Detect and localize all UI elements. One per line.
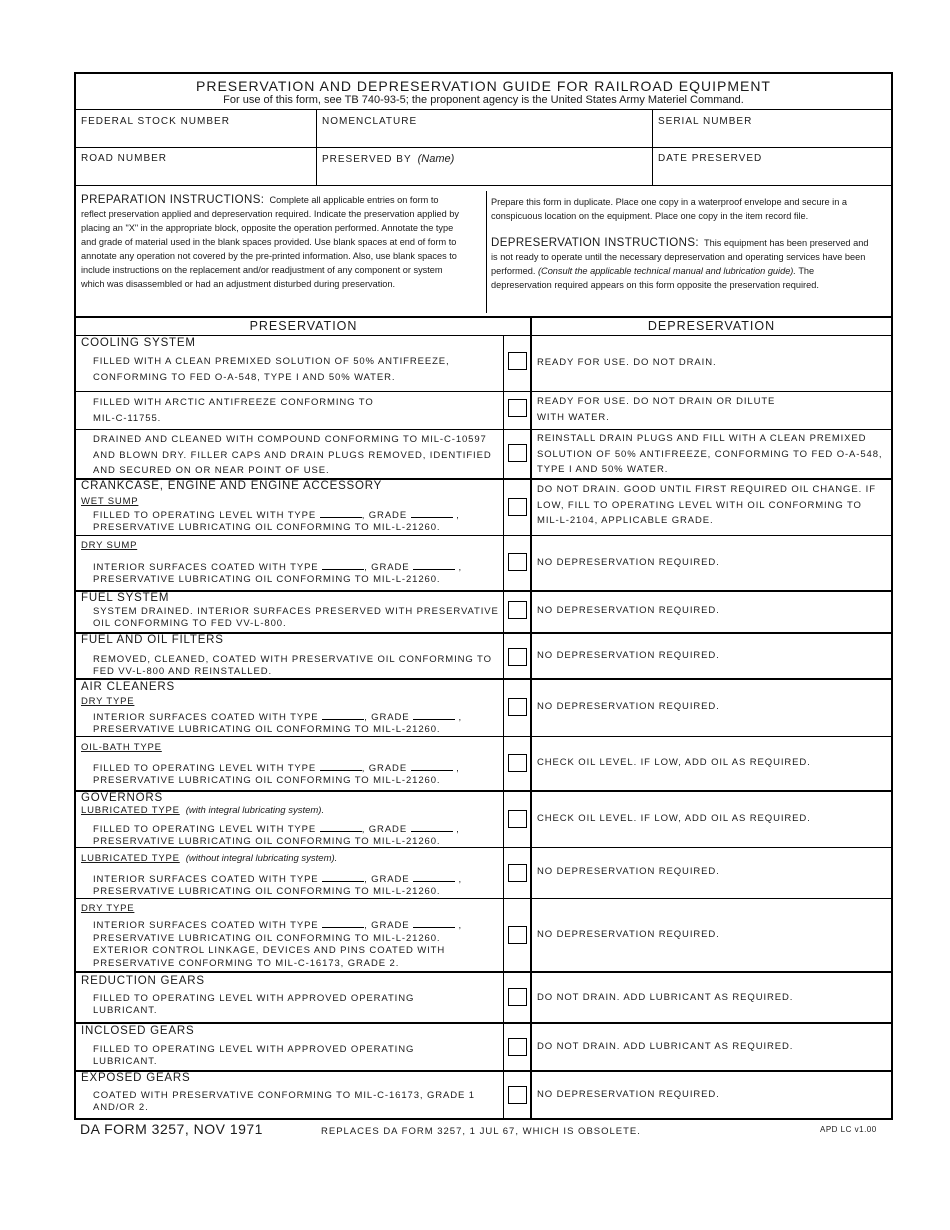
pres-row-12-text-b: , GRADE xyxy=(364,920,410,931)
checkbox-row-6[interactable] xyxy=(508,601,527,619)
duplicate-note: Prepare this form in duplicate. Place one copy in a waterproof envelope and secure in a conspicuous location on the equipment. Place one copy in the item record file. xyxy=(491,197,847,221)
pres-row-3: DRAINED AND CLEANED WITH COMPOUND CONFORMING TO MIL-C-10597 AND BLOWN DRY. FILLER CAPS AND DRAIN PLUGS REMOVED, IDENTIFIED AND SECURED ON OR NEAR POINT OF USE. xyxy=(93,434,492,476)
checkbox-row-3[interactable] xyxy=(508,444,527,462)
section-air-cleaners: AIR CLEANERS xyxy=(81,681,175,693)
pres-row-6-line-1: SYSTEM DRAINED. INTERIOR SURFACES PRESERVED WITH PRESERVATIVE xyxy=(93,606,499,617)
pres-row-14-line-1: FILLED TO OPERATING LEVEL WITH APPROVED OPERATING xyxy=(93,1044,415,1055)
pres-row-15-line-1: COATED WITH PRESERVATIVE CONFORMING TO MIL-C-16173, GRADE 1 xyxy=(93,1090,475,1101)
depres-row-12: NO DEPRESERVATION REQUIRED. xyxy=(537,929,720,940)
pres-row-6 xyxy=(93,606,513,630)
type-blank[interactable] xyxy=(320,508,362,518)
grade-blank[interactable] xyxy=(413,918,455,928)
pres-row-5-line-2: PRESERVATIVE LUBRICATING OIL CONFORMING TO MIL-L-21260. xyxy=(93,574,441,585)
pres-row-8-line-2: PRESERVATIVE LUBRICATING OIL CONFORMING TO MIL-L-21260. xyxy=(93,724,441,735)
checkbox-row-10[interactable] xyxy=(508,810,527,828)
checkbox-row-14[interactable] xyxy=(508,1038,527,1056)
checkbox-row-11[interactable] xyxy=(508,864,527,882)
section-fuel-system: FUEL SYSTEM xyxy=(81,592,170,604)
subsection-lubricated-type-with xyxy=(81,805,324,816)
section-inclosed-gears: INCLOSED GEARS xyxy=(81,1025,195,1037)
preserved-by-hint: (Name) xyxy=(417,153,455,165)
depres-body-b: The depreservation required appears on this form opposite the preservation required. xyxy=(491,266,819,290)
pres-row-11-text-b: , GRADE xyxy=(364,874,410,885)
pres-row-7 xyxy=(93,654,513,678)
pres-row-7-line-2: FED VV-L-800 AND REINSTALLED. xyxy=(93,666,273,677)
pres-row-9-line-2: PRESERVATIVE LUBRICATING OIL CONFORMING TO MIL-L-21260. xyxy=(93,775,441,786)
pres-row-8: INTERIOR SURFACES COATED WITH TYPE , GRADE , PRESERVATIVE LUBRICATING OIL CONFORMING TO MIL-L-21260. xyxy=(93,712,463,735)
subsection-lubricated-type-without xyxy=(81,853,337,864)
lub-type-b-label: LUBRICATED TYPE xyxy=(81,853,180,864)
pres-row-15 xyxy=(93,1090,513,1114)
pres-row-4-text-a: FILLED TO OPERATING LEVEL WITH TYPE xyxy=(93,510,317,521)
checkbox-row-12[interactable] xyxy=(508,926,527,944)
date-preserved-field[interactable]: DATE PRESERVED xyxy=(658,153,763,164)
type-blank[interactable] xyxy=(320,822,362,832)
section-exposed-gears: EXPOSED GEARS xyxy=(81,1072,191,1084)
pres-row-10-line-2: PRESERVATIVE LUBRICATING OIL CONFORMING TO MIL-L-21260. xyxy=(93,836,441,847)
pres-row-4-text-b: , GRADE xyxy=(361,510,408,521)
pres-row-2-line-1: FILLED WITH ARCTIC ANTIFREEZE CONFORMING TO xyxy=(93,397,374,408)
section-cooling-system: COOLING SYSTEM xyxy=(81,337,196,349)
preservation-column-head: PRESERVATION xyxy=(249,319,358,333)
pres-row-1: FILLED WITH A CLEAN PREMIXED SOLUTION OF 50% ANTIFREEZE, CONFORMING TO FED O-A-548, TYPE I AND 50% WATER. xyxy=(93,356,450,383)
grade-blank[interactable] xyxy=(413,710,455,720)
form-title: PRESERVATION AND DEPRESERVATION GUIDE FOR RAILROAD EQUIPMENT xyxy=(196,78,771,94)
pres-row-6-line-2: OIL CONFORMING TO FED VV-L-800. xyxy=(93,618,287,629)
pres-row-14 xyxy=(93,1044,513,1068)
checkbox-row-2[interactable] xyxy=(508,399,527,417)
pres-row-12-text-a: INTERIOR SURFACES COATED WITH TYPE xyxy=(93,920,319,931)
depres-row-14: DO NOT DRAIN. ADD LUBRICANT AS REQUIRED. xyxy=(537,1041,794,1052)
pres-row-8-text-a: INTERIOR SURFACES COATED WITH TYPE xyxy=(93,712,319,723)
depres-row-2-line-1: READY FOR USE. DO NOT DRAIN OR DILUTE xyxy=(537,396,776,407)
lub-type-a-note: (with integral lubricating system). xyxy=(185,805,325,816)
section-fuel-oil-filters: FUEL AND OIL FILTERS xyxy=(81,634,224,646)
depres-row-1: READY FOR USE. DO NOT DRAIN. xyxy=(537,357,717,368)
type-blank[interactable] xyxy=(322,710,364,720)
type-blank[interactable] xyxy=(320,761,362,771)
type-blank[interactable] xyxy=(322,872,364,882)
section-governors: GOVERNORS xyxy=(81,792,163,804)
depres-row-10: CHECK OIL LEVEL. IF LOW, ADD OIL AS REQUIRED. xyxy=(537,813,811,824)
form-frame xyxy=(74,72,893,1120)
depres-row-2 xyxy=(537,394,887,425)
road-number-field[interactable]: ROAD NUMBER xyxy=(81,153,168,164)
replaces-note: REPLACES DA FORM 3257, 1 JUL 67, WHICH IS OBSOLETE. xyxy=(321,1126,641,1137)
pres-row-5-text-b: , GRADE xyxy=(364,562,410,573)
depres-row-15: NO DEPRESERVATION REQUIRED. xyxy=(537,1089,720,1100)
checkbox-row-5[interactable] xyxy=(508,553,527,571)
depreservation-instructions xyxy=(491,236,876,292)
depres-body-a: This equipment has been preserved and is not ready to operate until the necessary depreservation and operating services have been performed. xyxy=(491,238,869,276)
pres-row-14-line-2: LUBRICANT. xyxy=(93,1056,158,1067)
depres-row-6: NO DEPRESERVATION REQUIRED. xyxy=(537,605,720,616)
section-crankcase: CRANKCASE, ENGINE AND ENGINE ACCESSORY xyxy=(81,480,383,492)
pres-row-8-text-b: , GRADE xyxy=(364,712,410,723)
pres-row-13-line-2: LUBRICANT. xyxy=(93,1005,158,1016)
depres-row-8: NO DEPRESERVATION REQUIRED. xyxy=(537,701,720,712)
preparation-instructions xyxy=(81,193,461,291)
grade-blank[interactable] xyxy=(411,822,453,832)
pres-row-15-line-2: AND/OR 2. xyxy=(93,1102,149,1113)
grade-blank[interactable] xyxy=(411,761,453,771)
checkbox-row-1[interactable] xyxy=(508,352,527,370)
grade-blank[interactable] xyxy=(413,560,455,570)
type-blank[interactable] xyxy=(322,560,364,570)
pres-row-10-text-a: FILLED TO OPERATING LEVEL WITH TYPE xyxy=(93,824,317,835)
pres-row-10-text-b: , GRADE xyxy=(361,824,408,835)
federal-stock-number-field[interactable]: FEDERAL STOCK NUMBER xyxy=(81,116,230,127)
checkbox-row-15[interactable] xyxy=(508,1086,527,1104)
subsection-oil-bath-type: OIL-BATH TYPE xyxy=(81,742,162,753)
pres-row-9-text-a: FILLED TO OPERATING LEVEL WITH TYPE xyxy=(93,763,317,774)
depres-body-italic: (Consult the applicable technical manual and lubrication guide). xyxy=(538,266,796,276)
pres-row-4: FILLED TO OPERATING LEVEL WITH TYPE , GRADE , PRESERVATIVE LUBRICATING OIL CONFORMING TO MIL-L-21260. xyxy=(93,510,460,533)
lub-type-a-label: LUBRICATED TYPE xyxy=(81,805,180,816)
pres-row-9-text-b: , GRADE xyxy=(361,763,408,774)
depres-row-11: NO DEPRESERVATION REQUIRED. xyxy=(537,866,720,877)
version-label: APD LC v1.00 xyxy=(820,1125,877,1134)
pres-row-13 xyxy=(93,993,513,1017)
form-subtitle: For use of this form, see TB 740-93-5; the proponent agency is the United States Army Materiel Command. xyxy=(223,94,744,106)
depres-row-3: REINSTALL DRAIN PLUGS AND FILL WITH A CLEAN PREMIXED SOLUTION OF 50% ANTIFREEZE, CONFORMING TO FED O-A-548, TYPE I AND 50% WATER. xyxy=(537,433,883,475)
pres-row-2 xyxy=(93,395,513,427)
pres-row-11: INTERIOR SURFACES COATED WITH TYPE , GRADE , PRESERVATIVE LUBRICATING OIL CONFORMING TO MIL-L-21260. xyxy=(93,874,463,897)
preserved-by-label: PRESERVED BY xyxy=(322,154,412,165)
depres-row-7: NO DEPRESERVATION REQUIRED. xyxy=(537,650,720,661)
grade-blank[interactable] xyxy=(411,508,453,518)
pres-row-10: FILLED TO OPERATING LEVEL WITH TYPE , GRADE , PRESERVATIVE LUBRICATING OIL CONFORMING TO MIL-L-21260. xyxy=(93,824,460,847)
pres-row-12-line-4: PRESERVATIVE CONFORMING TO MIL-C-16173, GRADE 2. xyxy=(93,957,400,969)
depres-row-4: DO NOT DRAIN. GOOD UNTIL FIRST REQUIRED OIL CHANGE. IF LOW, FILL TO OPERATING LEVEL WITH OIL CONFORMING TO MIL-L-2104, APPLICABLE GRADE. xyxy=(537,484,876,526)
preserved-by-field[interactable] xyxy=(322,153,454,165)
type-blank[interactable] xyxy=(322,918,364,928)
depres-heading: DEPRESERVATION INSTRUCTIONS: xyxy=(491,237,700,249)
section-reduction-gears: REDUCTION GEARS xyxy=(81,975,205,987)
pres-row-7-line-1: REMOVED, CLEANED, COATED WITH PRESERVATIVE OIL CONFORMING TO xyxy=(93,654,492,665)
pres-row-11-line-2: PRESERVATIVE LUBRICATING OIL CONFORMING TO MIL-L-21260. xyxy=(93,886,441,897)
prep-heading: PREPARATION INSTRUCTIONS: xyxy=(81,194,265,206)
depres-row-9: CHECK OIL LEVEL. IF LOW, ADD OIL AS REQUIRED. xyxy=(537,757,811,768)
depres-row-5: NO DEPRESERVATION REQUIRED. xyxy=(537,557,720,568)
checkbox-row-8[interactable] xyxy=(508,698,527,716)
depreservation-column-head: DEPRESERVATION xyxy=(647,319,776,333)
checkbox-row-9[interactable] xyxy=(508,754,527,772)
pres-row-12-line-2: PRESERVATIVE LUBRICATING OIL CONFORMING TO MIL-L-21260. xyxy=(93,932,441,944)
nomenclature-field[interactable]: NOMENCLATURE xyxy=(322,116,418,127)
pres-row-2-line-2: MIL-C-11755. xyxy=(93,413,162,424)
subsection-air-dry-type: DRY TYPE xyxy=(81,696,135,707)
checkbox-row-13[interactable] xyxy=(508,988,527,1006)
pres-row-5-text-a: INTERIOR SURFACES COATED WITH TYPE xyxy=(93,562,319,573)
pres-row-9: FILLED TO OPERATING LEVEL WITH TYPE , GRADE , PRESERVATIVE LUBRICATING OIL CONFORMING TO MIL-L-21260. xyxy=(93,763,460,786)
pres-row-12-line-3: EXTERIOR CONTROL LINKAGE, DEVICES AND PINS COATED WITH xyxy=(93,945,446,956)
form-number: DA FORM 3257, NOV 1971 xyxy=(80,1121,263,1137)
pres-row-13-line-1: FILLED TO OPERATING LEVEL WITH APPROVED OPERATING xyxy=(93,993,415,1004)
pres-row-12: INTERIOR SURFACES COATED WITH TYPE , GRADE , PRESERVATIVE LUBRICATING OIL CONFORMING TO MIL-L-21260. EXTERIOR CONTROL LINKAGE, DEVICES AND PINS COATED WITH PRESERVATIVE CONFORMING TO MIL-C-16173, GRADE 2. xyxy=(93,920,463,969)
pres-row-4-line-2: PRESERVATIVE LUBRICATING OIL CONFORMING TO MIL-L-21260. xyxy=(93,522,441,533)
grade-blank[interactable] xyxy=(413,872,455,882)
depres-row-2-line-2: WITH WATER. xyxy=(537,411,610,423)
pres-row-5: INTERIOR SURFACES COATED WITH TYPE , GRADE , PRESERVATIVE LUBRICATING OIL CONFORMING TO MIL-L-21260. xyxy=(93,562,463,585)
subsection-dry-sump: DRY SUMP xyxy=(81,540,138,551)
prep-body: Complete all applicable entries on form to reflect preservation applied and depreservation required. Indicate the preservation applied by placing an "X" in the appropriate block, opposite the operation performed. Annotate the type and grade of material used in the blank spaces provided. Use blank spaces at end of form to annotate any operation not covered by the pre-printed information. Also, use blank spaces to include instructions on the replacement and/or readjustment of any component or system which was disassembled or had an adjustment disturbed during preservation. xyxy=(81,195,459,289)
depres-row-13: DO NOT DRAIN. ADD LUBRICANT AS REQUIRED. xyxy=(537,992,794,1003)
checkbox-row-4[interactable] xyxy=(508,498,527,516)
subsection-wet-sump: WET SUMP xyxy=(81,496,139,507)
subsection-governor-dry-type: DRY TYPE xyxy=(81,903,135,914)
serial-number-field[interactable]: SERIAL NUMBER xyxy=(658,116,753,127)
pres-row-11-text-a: INTERIOR SURFACES COATED WITH TYPE xyxy=(93,874,319,885)
lub-type-b-note: (without integral lubricating system). xyxy=(185,853,338,864)
checkbox-row-7[interactable] xyxy=(508,648,527,666)
